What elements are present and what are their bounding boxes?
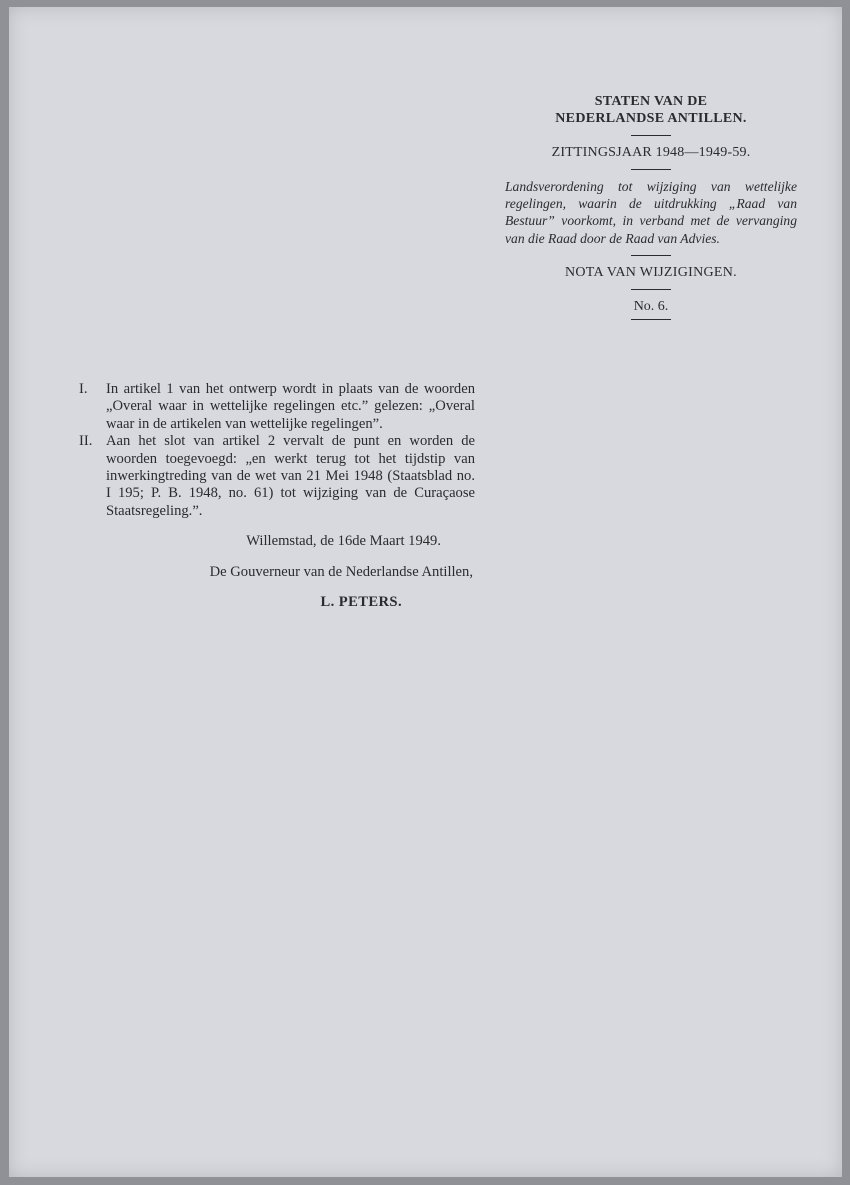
amendment-numeral: II. [79, 433, 93, 450]
header-block [503, 93, 799, 328]
header-rule-2 [631, 169, 671, 170]
nota-title: NOTA VAN WIJZIGINGEN. [564, 264, 737, 280]
amendment-item [79, 381, 475, 433]
amendment-text: Aan het slot van artikel 2 vervalt de punt en worden de woorden toegevoegd: „en werkt terug tot het tijdstip van inwerkingtreding van de wet van 21 Mei 1948 (Staatsblad no. I 195; P. B. 1948, no. 61) tot wijziging van de Curaçaose Staatsregeling.”. [106, 433, 475, 519]
header-rule-3 [631, 255, 671, 256]
session-year: ZITTINGSJAAR 1948—1949-59. [551, 145, 751, 160]
header-rule-5 [631, 319, 671, 320]
amendment-numeral: I. [79, 381, 88, 397]
header-rule-4 [631, 289, 671, 290]
signature-name: L. PETERS. [320, 594, 402, 611]
bill-subject: Landsverordening tot wijziging van wettelijke regelingen, waarin de uitdrukking „Raad van Bestuur” voorkomt, in verband met de vervanging van die Raad door de Raad van Advies. [505, 179, 797, 246]
org-title-line-1: STATEN VAN DE [594, 94, 708, 109]
place-and-date: Willemstad, de 16de Maart 1949. [246, 533, 441, 550]
governor-title: De Gouverneur van de Nederlandse Antillen, [209, 563, 473, 580]
amendments-block [79, 381, 475, 611]
closing-block [79, 533, 475, 611]
document-page [9, 7, 842, 1177]
header-rule-1 [631, 135, 671, 136]
nota-number: No. 6. [633, 298, 669, 314]
amendment-text: In artikel 1 van het ontwerp wordt in plaats van de woorden „Overal waar in wettelijke regelingen etc.” gelezen: „Overal waar in de artikelen van wettelijke regelingen”. [106, 381, 475, 432]
org-title-line-2: NEDERLANDSE ANTILLEN. [555, 111, 747, 126]
amendment-item [79, 433, 475, 520]
